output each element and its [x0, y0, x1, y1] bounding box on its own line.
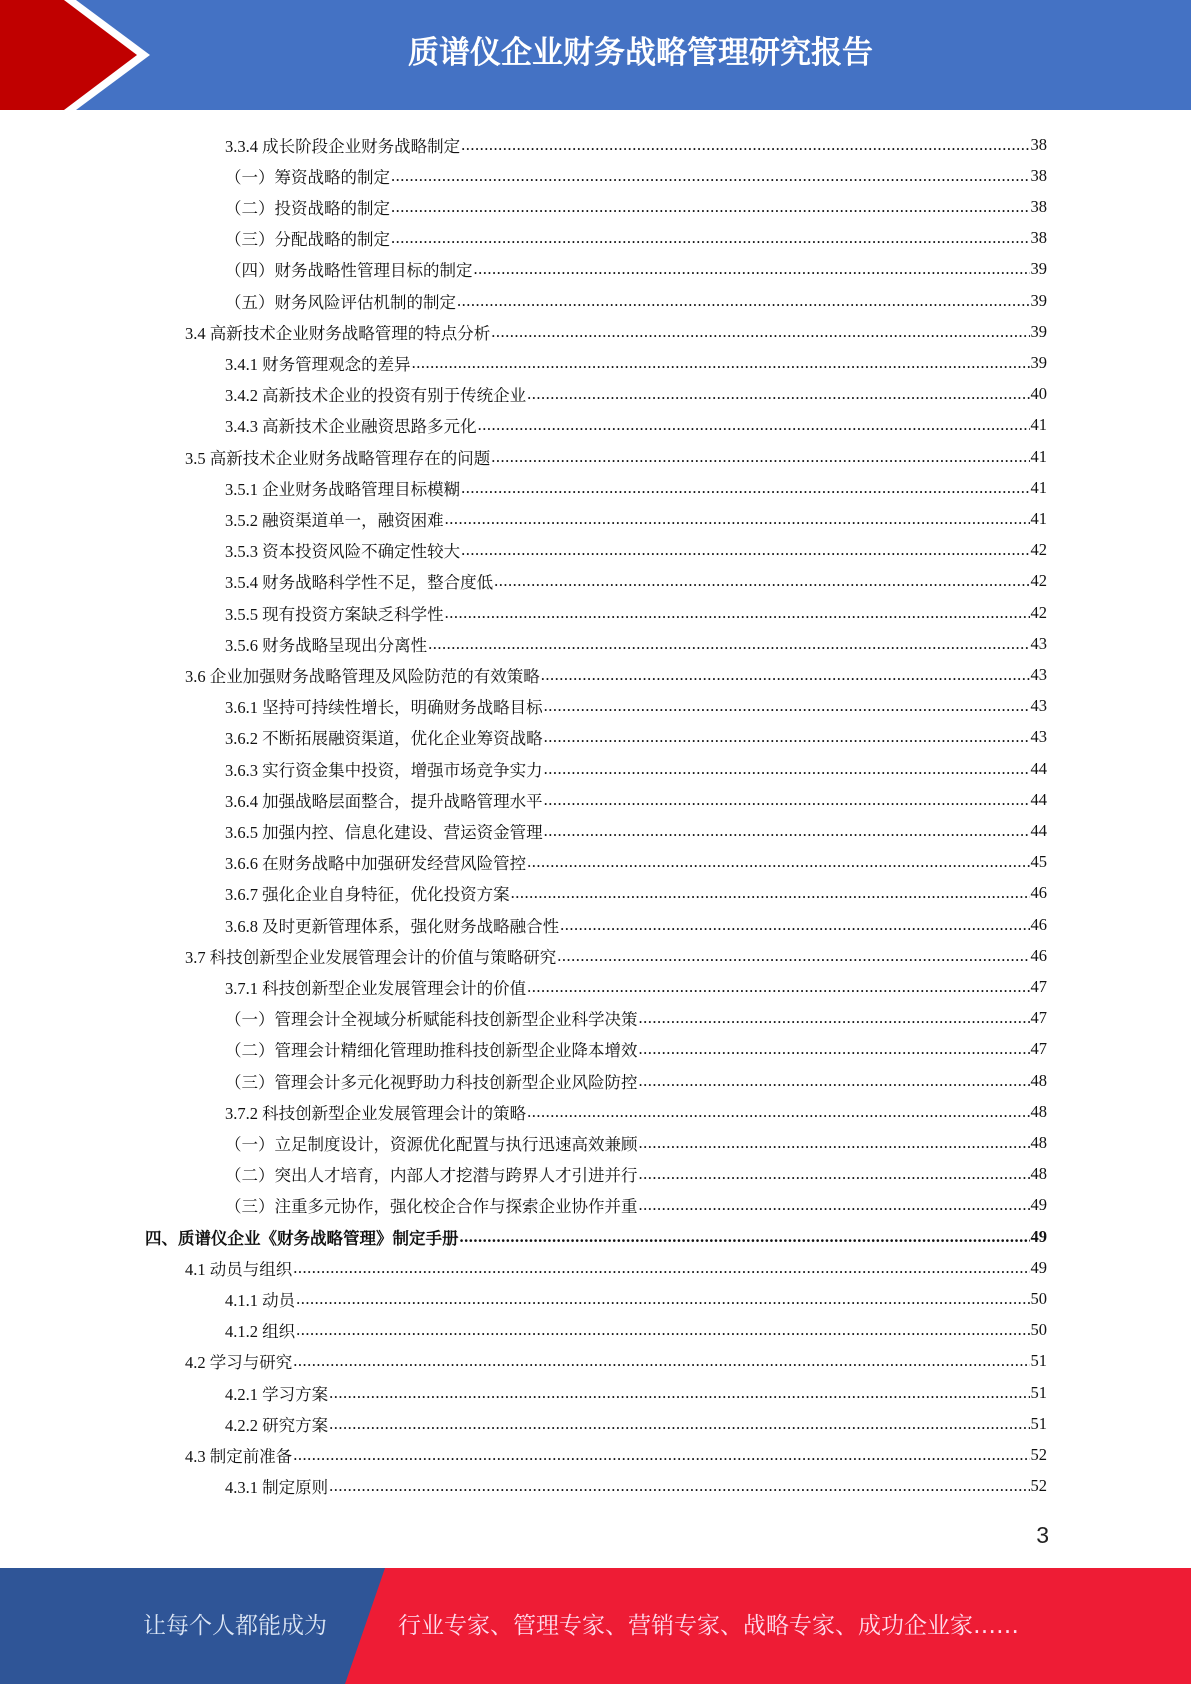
toc-leader-dots — [296, 1289, 1029, 1309]
toc-entry-page: 41 — [1030, 446, 1047, 466]
toc-entry[interactable] — [225, 191, 1047, 222]
toc-entry-title: 3.5.6 财务战略呈现出分离性 — [225, 635, 428, 655]
toc-leader-dots — [461, 135, 1029, 155]
toc-entry-title: 4.1.1 动员 — [225, 1290, 296, 1310]
toc-leader-dots — [461, 478, 1029, 498]
toc-leader-dots — [544, 727, 1030, 747]
toc-entry-title: 3.5.1 企业财务战略管理目标模糊 — [225, 479, 461, 499]
toc-entry-title: 3.6.4 加强战略层面整合，提升战略管理水平 — [225, 791, 543, 811]
toc-leader-dots — [527, 977, 1029, 997]
toc-entry-page: 39 — [1030, 290, 1047, 310]
toc-entry-title: 3.6.3 实行资金集中投资，增强市场竞争实力 — [225, 760, 543, 780]
toc-entry-page: 47 — [1030, 1008, 1047, 1028]
toc-entry[interactable] — [225, 503, 1047, 534]
toc-entry-page: 44 — [1030, 789, 1047, 809]
toc-entry-title: 4.2.2 研究方案 — [225, 1415, 329, 1435]
toc-entry-page: 43 — [1030, 727, 1047, 747]
toc-entry-title: 3.5 高新技术企业财务战略管理存在的问题 — [185, 448, 491, 468]
toc-leader-dots — [474, 259, 1030, 279]
toc-entry-page: 42 — [1030, 571, 1047, 591]
toc-entry[interactable] — [225, 722, 1047, 753]
toc-entry-page: 41 — [1030, 508, 1047, 528]
page-header — [0, 0, 1191, 110]
toc-entry-page: 39 — [1030, 259, 1047, 279]
toc-entry-page: 38 — [1030, 134, 1047, 154]
toc-entry-page: 48 — [1030, 1164, 1047, 1184]
toc-entry[interactable] — [225, 847, 1047, 878]
toc-leader-dots — [639, 1039, 1030, 1059]
toc-entry[interactable] — [225, 566, 1047, 597]
toc-leader-dots — [457, 291, 1030, 311]
toc-entry-title: 4.3 制定前准备 — [185, 1446, 293, 1466]
toc-entry[interactable] — [185, 1252, 1047, 1283]
toc-entry-page: 49 — [1030, 1257, 1047, 1277]
toc-entry[interactable] — [225, 1096, 1047, 1127]
toc-entry[interactable] — [225, 129, 1047, 160]
toc-entry[interactable] — [185, 1346, 1047, 1377]
toc-entry[interactable] — [225, 691, 1047, 722]
toc-leader-dots — [329, 1383, 1029, 1403]
toc-entry[interactable] — [225, 1127, 1047, 1158]
toc-leader-dots — [329, 1476, 1029, 1496]
toc-entry-title: （四）财务战略性管理目标的制定 — [225, 261, 473, 281]
toc-entry-page: 51 — [1030, 1351, 1047, 1371]
toc-leader-dots — [491, 322, 1029, 342]
toc-entry-page: 38 — [1030, 228, 1047, 248]
toc-entry[interactable] — [225, 160, 1047, 191]
toc-entry[interactable] — [185, 441, 1047, 472]
page-footer — [0, 1568, 1191, 1684]
toc-entry-title: 4.2.1 学习方案 — [225, 1384, 329, 1404]
toc-entry-page: 50 — [1030, 1320, 1047, 1340]
toc-entry[interactable] — [225, 410, 1047, 441]
toc-entry-page: 48 — [1030, 1070, 1047, 1090]
toc-entry-title: 3.6.1 坚持可持续性增长，明确财务战略目标 — [225, 698, 543, 718]
toc-entry-title: 4.3.1 制定原则 — [225, 1478, 329, 1498]
toc-entry-page: 46 — [1030, 883, 1047, 903]
toc-entry-title: 3.6.7 强化企业自身特征，优化投资方案 — [225, 885, 510, 905]
toc-leader-dots — [494, 571, 1029, 591]
toc-entry[interactable] — [185, 659, 1047, 690]
toc-entry-title: （三）分配战略的制定 — [225, 230, 390, 250]
toc-leader-dots — [639, 1008, 1030, 1028]
toc-leader-dots — [544, 790, 1030, 810]
toc-entry[interactable] — [225, 347, 1047, 378]
toc-entry-page: 47 — [1030, 976, 1047, 996]
toc-entry[interactable] — [225, 1283, 1047, 1314]
toc-entry-page: 40 — [1030, 384, 1047, 404]
toc-entry-page: 52 — [1030, 1444, 1047, 1464]
toc-entry[interactable] — [225, 753, 1047, 784]
toc-entry-title: 3.7.2 科技创新型企业发展管理会计的策略 — [225, 1103, 527, 1123]
toc-entry-title: （三）管理会计多元化视野助力科技创新型企业风险防控 — [225, 1072, 638, 1092]
toc-entry[interactable] — [225, 815, 1047, 846]
toc-leader-dots — [391, 166, 1030, 186]
toc-entry-title: 3.4.2 高新技术企业的投资有别于传统企业 — [225, 386, 527, 406]
toc-entry-page: 49 — [1030, 1195, 1047, 1215]
footer-slogan-right: 行业专家、管理专家、营销专家、战略专家、成功企业家…… — [398, 1613, 1019, 1639]
toc-leader-dots — [461, 540, 1029, 560]
toc-entry-page: 45 — [1030, 852, 1047, 872]
toc-leader-dots — [557, 946, 1029, 966]
toc-entry-title: 3.3.4 成长阶段企业财务战略制定 — [225, 136, 461, 156]
toc-leader-dots — [460, 1227, 1030, 1247]
toc-entry[interactable] — [225, 223, 1047, 254]
toc-leader-dots — [329, 1414, 1029, 1434]
toc-entry-title: 3.6.5 加强内控、信息化建设、营运资金管理 — [225, 822, 543, 842]
toc-entry-page: 42 — [1030, 602, 1047, 622]
toc-entry-title: （一）筹资战略的制定 — [225, 167, 390, 187]
toc-entry-page: 41 — [1030, 477, 1047, 497]
toc-entry[interactable] — [225, 1408, 1047, 1439]
toc-entry-title: 四、质谱仪企业《财务战略管理》制定手册 — [145, 1228, 459, 1248]
toc-leader-dots — [544, 821, 1030, 841]
toc-leader-dots — [639, 1071, 1030, 1091]
toc-entry-page: 50 — [1030, 1288, 1047, 1308]
toc-leader-dots — [391, 197, 1030, 217]
toc-leader-dots — [445, 603, 1030, 623]
toc-entry-title: 3.5.4 财务战略科学性不足，整合度低 — [225, 573, 494, 593]
toc-leader-dots — [541, 665, 1030, 685]
toc-entry[interactable] — [225, 1190, 1047, 1221]
toc-entry[interactable] — [225, 472, 1047, 503]
report-title: 质谱仪企业财务战略管理研究报告 — [408, 35, 873, 71]
toc-leader-dots — [639, 1133, 1030, 1153]
toc-leader-dots — [639, 1195, 1030, 1215]
toc-entry-page: 51 — [1030, 1382, 1047, 1402]
toc-entry-title: 3.4 高新技术企业财务战略管理的特点分析 — [185, 323, 491, 343]
toc-entry-page: 39 — [1030, 321, 1047, 341]
toc-leader-dots — [428, 634, 1029, 654]
toc-entry-title: 3.4.3 高新技术企业融资思路多元化 — [225, 417, 477, 437]
toc-entry-title: 4.1.2 组织 — [225, 1322, 296, 1342]
toc-entry[interactable] — [185, 940, 1047, 971]
toc-entry-page: 43 — [1030, 696, 1047, 716]
toc-entry-page: 38 — [1030, 196, 1047, 216]
toc-leader-dots — [544, 759, 1030, 779]
toc-entry-title: 4.2 学习与研究 — [185, 1353, 293, 1373]
toc-leader-dots — [445, 509, 1030, 529]
toc-entry[interactable] — [225, 1315, 1047, 1346]
toc-leader-dots — [527, 852, 1029, 872]
toc-entry-title: 3.6.6 在财务战略中加强研发经营风险管控 — [225, 854, 527, 874]
toc-entry-title: 3.5.2 融资渠道单一，融资困难 — [225, 510, 444, 530]
toc-entry-page: 48 — [1030, 1101, 1047, 1121]
toc-entry-title: 3.5.5 现有投资方案缺乏科学性 — [225, 604, 444, 624]
toc-entry-title: （一）管理会计全视域分析赋能科技创新型企业科学决策 — [225, 1010, 638, 1030]
toc-leader-dots — [560, 915, 1029, 935]
toc-entry[interactable] — [145, 1221, 1047, 1252]
toc-entry[interactable] — [225, 379, 1047, 410]
toc-entry[interactable] — [225, 1159, 1047, 1190]
toc-entry-title: （一）立足制度设计，资源优化配置与执行迅速高效兼顾 — [225, 1134, 638, 1154]
toc-leader-dots — [527, 384, 1029, 404]
toc-entry-page: 39 — [1030, 352, 1047, 372]
toc-leader-dots — [412, 353, 1030, 373]
toc-entry-title: 3.7 科技创新型企业发展管理会计的价值与策略研究 — [185, 947, 557, 967]
toc-entry[interactable] — [225, 1034, 1047, 1065]
toc-entry-page: 52 — [1030, 1476, 1047, 1496]
toc-entry-page: 38 — [1030, 165, 1047, 185]
toc-entry[interactable] — [225, 971, 1047, 1002]
toc-entry[interactable] — [225, 1065, 1047, 1096]
toc-leader-dots — [293, 1445, 1029, 1465]
toc-entry-title: 3.5.3 资本投资风险不确定性较大 — [225, 542, 461, 562]
toc-entry[interactable] — [225, 784, 1047, 815]
toc-entry-title: （五）财务风险评估机制的制定 — [225, 292, 456, 312]
toc-leader-dots — [544, 696, 1030, 716]
toc-entry[interactable] — [185, 316, 1047, 347]
toc-entry-title: （三）注重多元协作，强化校企合作与探索企业协作并重 — [225, 1197, 638, 1217]
toc-entry-title: 3.6.8 及时更新管理体系，强化财务战略融合性 — [225, 916, 560, 936]
toc-entry-title: 3.7.1 科技创新型企业发展管理会计的价值 — [225, 978, 527, 998]
toc-entry-page: 43 — [1030, 664, 1047, 684]
toc-entry-page: 51 — [1030, 1413, 1047, 1433]
toc-entry[interactable] — [225, 909, 1047, 940]
toc-entry-page: 49 — [1030, 1226, 1047, 1246]
toc-entry-title: 3.4.1 财务管理观念的差异 — [225, 354, 411, 374]
toc-leader-dots — [478, 415, 1030, 435]
toc-entry[interactable] — [225, 535, 1047, 566]
toc-leader-dots — [391, 228, 1030, 248]
toc-entry-page: 44 — [1030, 758, 1047, 778]
toc-entry[interactable] — [185, 1439, 1047, 1470]
toc-entry-page: 41 — [1030, 415, 1047, 435]
toc-entry[interactable] — [225, 285, 1047, 316]
toc-entry[interactable] — [225, 1003, 1047, 1034]
toc-entry-title: 4.1 动员与组织 — [185, 1259, 293, 1279]
toc-leader-dots — [293, 1351, 1029, 1371]
toc-leader-dots — [527, 1102, 1029, 1122]
toc-entry-page: 42 — [1030, 540, 1047, 560]
page-number: 3 — [1036, 1522, 1049, 1548]
toc-entry[interactable] — [225, 1377, 1047, 1408]
toc-entry[interactable] — [225, 254, 1047, 285]
toc-leader-dots — [511, 883, 1030, 903]
toc-leader-dots — [639, 1164, 1030, 1184]
toc-entry-page: 46 — [1030, 914, 1047, 934]
toc-entry-title: （二）管理会计精细化管理助推科技创新型企业降本增效 — [225, 1041, 638, 1061]
toc-entry-title: 3.6.2 不断拓展融资渠道，优化企业筹资战略 — [225, 729, 543, 749]
toc-leader-dots — [296, 1320, 1029, 1340]
toc-leader-dots — [491, 447, 1029, 467]
toc-entry-page: 46 — [1030, 945, 1047, 965]
toc-leader-dots — [293, 1258, 1029, 1278]
toc-entry-page: 44 — [1030, 820, 1047, 840]
toc-entry-page: 48 — [1030, 1132, 1047, 1152]
toc-entry-page: 47 — [1030, 1039, 1047, 1059]
toc-entry-title: （二）投资战略的制定 — [225, 198, 390, 218]
toc-entry[interactable] — [225, 878, 1047, 909]
toc-entry[interactable] — [225, 597, 1047, 628]
footer-slogan-left: 让每个人都能成为 — [143, 1613, 327, 1639]
toc-entry[interactable] — [225, 628, 1047, 659]
toc-entry-page: 43 — [1030, 633, 1047, 653]
toc-entry[interactable] — [225, 1471, 1047, 1502]
toc-entry-title: （二）突出人才培育，内部人才挖潜与跨界人才引进并行 — [225, 1166, 638, 1186]
toc-entry-title: 3.6 企业加强财务战略管理及风险防范的有效策略 — [185, 666, 540, 686]
